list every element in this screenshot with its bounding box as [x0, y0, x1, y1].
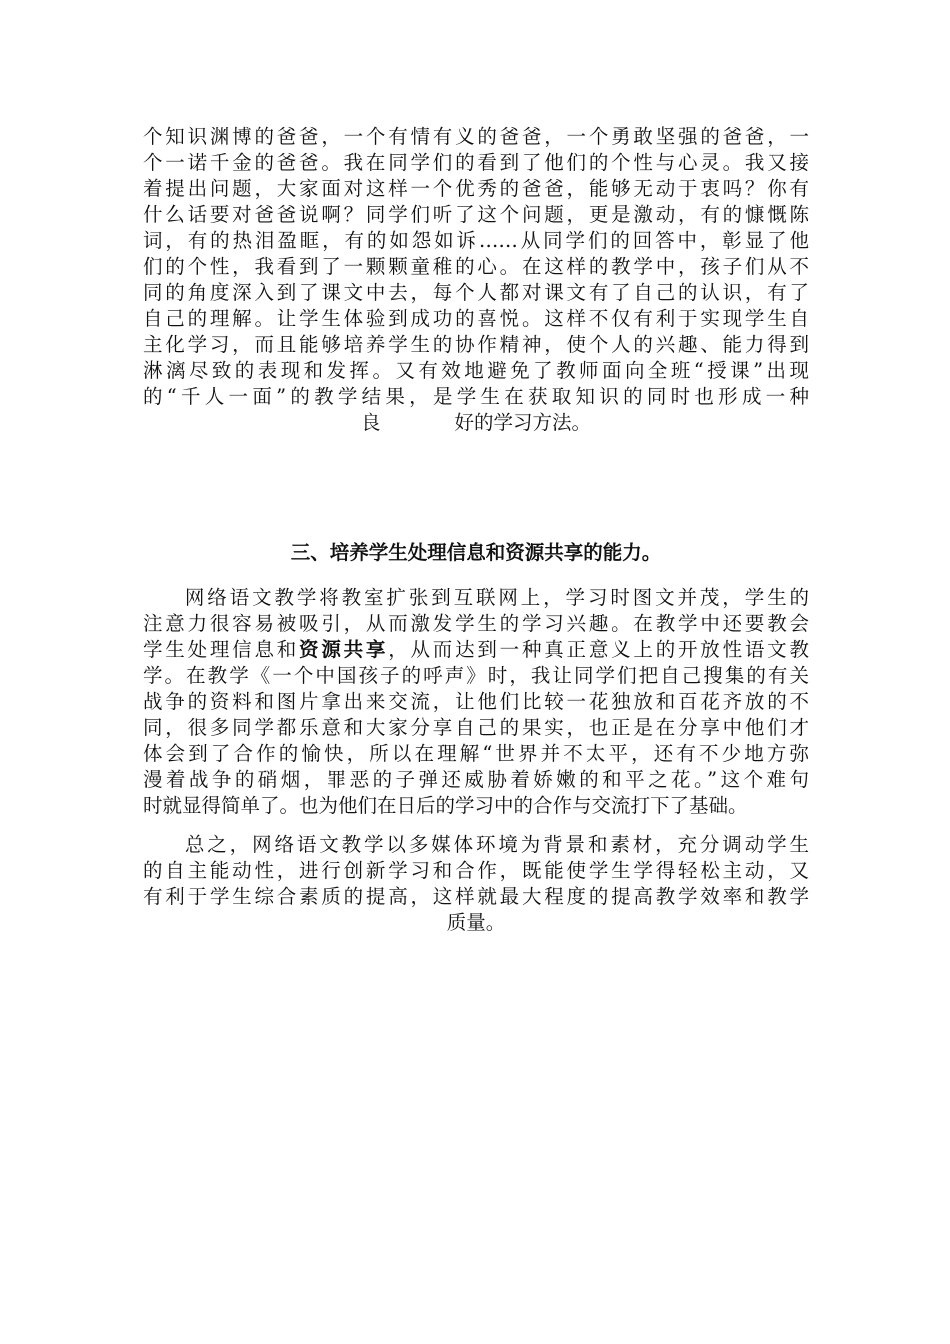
text-line: 战争的资料和图片拿出来交流，让他们比较一花独放和百花齐放的不 — [143, 690, 809, 713]
text-fragment: 良 — [360, 411, 381, 434]
text-line — [143, 637, 809, 663]
text-line: 们的个性，我看到了一颗颗童稚的心。在这样的教学中，孩子们从不 — [143, 255, 809, 278]
text-line-final — [143, 410, 809, 436]
text-line — [143, 585, 809, 611]
text-line: 个一诺千金的爸爸。我在同学们的看到了他们的个性与心灵。我又接 — [143, 151, 809, 174]
text-line: 学。在教学《一个中国孩子的呼声》时，我让同学们把自己搜集的有关 — [143, 664, 809, 687]
text-fragment: 网络语文教学将教室扩张到互联网上，学习时图文并茂，学生的 — [182, 586, 809, 609]
text-line: 同，很多同学都乐意和大家分享自己的果实，也正是在分享中他们才 — [143, 716, 809, 739]
text-line: 什么话要对爸爸说啊？同学们听了这个问题，更是激动，有的慷慨陈 — [143, 203, 809, 226]
text-line: 个知识渊博的爸爸，一个有情有义的爸爸，一个勇敢坚强的爸爸，一 — [143, 125, 809, 148]
bold-term: 资源共享 — [299, 638, 389, 661]
text-fragment: 学生处理信息和 — [143, 638, 300, 661]
text-line — [143, 832, 809, 858]
text-line: 淋漓尽致的表现和发挥。又有效地避免了教师面向全班“授课”出现 — [143, 359, 809, 382]
text-fragment: 好的学习方法。 — [454, 411, 592, 434]
paragraph-conclusion — [143, 832, 809, 936]
paragraph-continuation — [143, 124, 809, 436]
text-line: 着提出问题，大家面对这样一个优秀的爸爸，能够无动于衷吗？你有 — [143, 177, 809, 200]
text-fragment: ，从而达到一种真正意义上的开放性语文教 — [388, 638, 809, 661]
section-heading: 三、培养学生处理信息和资源共享的能力。 — [290, 541, 662, 564]
text-line-final: 质量。 — [446, 911, 506, 934]
text-line: 的自主能动性，进行创新学习和合作，既能使学生学得轻松主动，又 — [143, 859, 809, 882]
text-line: 时就显得简单了。也为他们在日后的学习中的合作与交流打下了基础。 — [143, 794, 748, 817]
text-line: 的“千人一面”的教学结果，是学生在获取知识的同时也形成一种 — [143, 385, 809, 408]
text-line: 漫着战争的硝烟，罪恶的子弹还威胁着娇嫩的和平之花。”这个难句 — [143, 768, 809, 791]
text-line: 主化学习，而且能够培养学生的协作精神，使个人的兴趣、能力得到 — [143, 333, 809, 356]
text-line: 词，有的热泪盈眶，有的如怨如诉……从同学们的回答中，彰显了他 — [143, 229, 809, 252]
paragraph-network-teaching — [143, 585, 809, 819]
text-line: 自己的理解。让学生体验到成功的喜悦。这样不仅有利于实现学生自 — [143, 307, 809, 330]
text-line: 注意力很容易被吸引，从而激发学生的学习兴趣。在教学中还要教会 — [143, 612, 809, 635]
text-fragment: 总之，网络语文教学以多媒体环境为背景和素材，充分调动学生 — [182, 833, 809, 856]
text-line: 同的角度深入到了课文中去，每个人都对课文有了自己的认识，有了 — [143, 281, 809, 304]
text-line: 体会到了合作的愉快，所以在理解“世界并不太平，还有不少地方弥 — [143, 742, 809, 765]
text-line: 有利于学生综合素质的提高，这样就最大程度的提高教学效率和教学 — [143, 885, 809, 908]
